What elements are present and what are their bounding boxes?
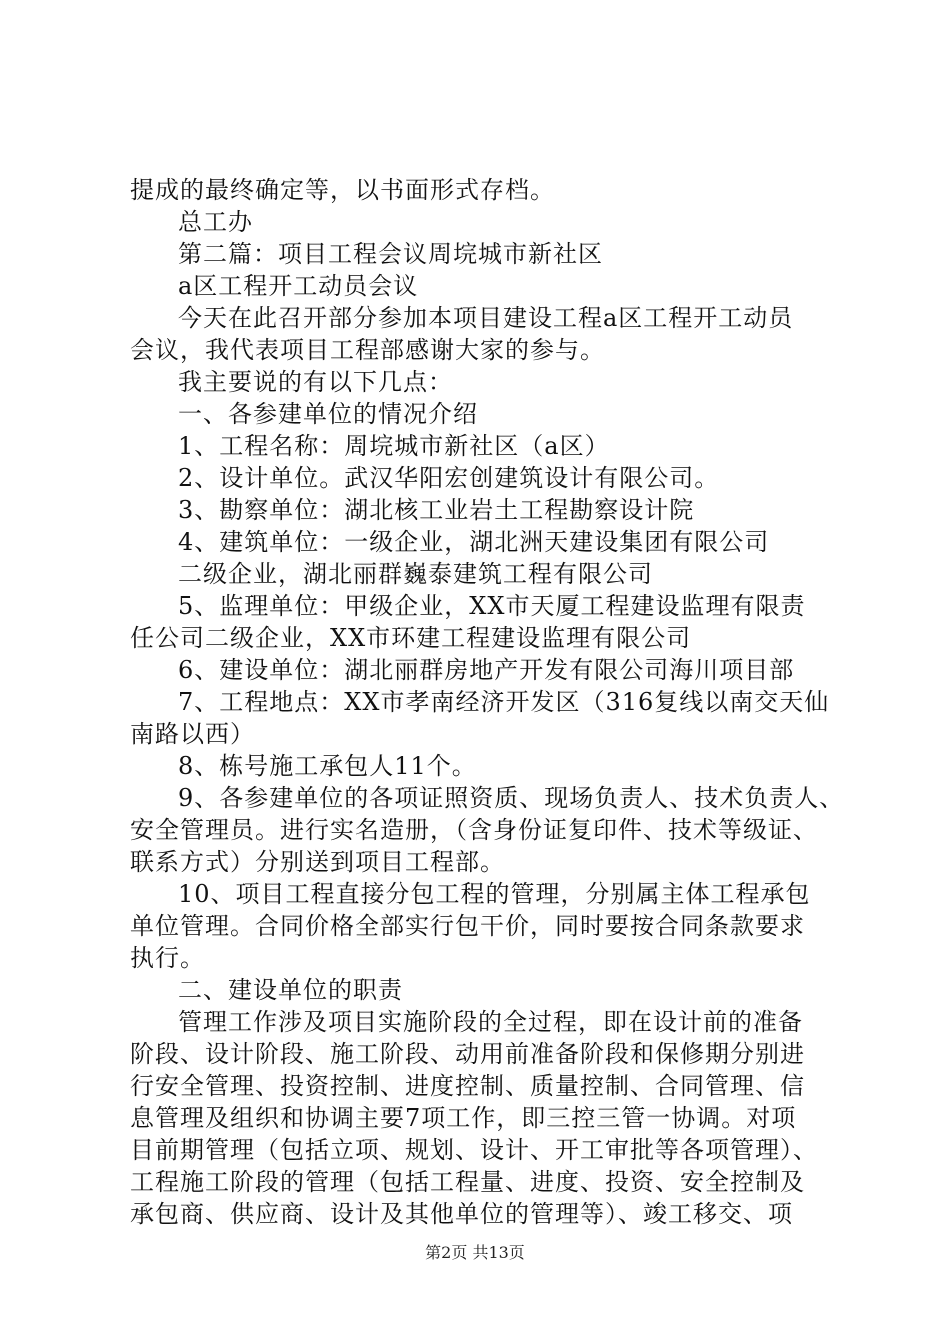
text-line: 息管理及组织和协调主要7项工作，即三控三管一协调。对项 <box>130 1104 797 1132</box>
text-line: 我主要说的有以下几点： <box>178 368 453 396</box>
text-line: 目前期管理（包括立项、规划、设计、开工审批等各项管理）、 <box>130 1136 818 1164</box>
text-line: 2、设计单位。武汉华阳宏创建筑设计有限公司。 <box>178 464 720 492</box>
page-footer: 第2页 共13页 <box>425 1243 525 1262</box>
text-line: 今天在此召开部分参加本项目建设工程a区工程开工动员 <box>178 304 794 332</box>
text-line: 会议，我代表项目工程部感谢大家的参与。 <box>130 336 605 364</box>
text-line: 10、项目工程直接分包工程的管理，分别属主体工程承包 <box>178 880 811 908</box>
text-line: 5、监理单位：甲级企业，XX市天厦工程建设监理有限责 <box>178 592 806 620</box>
text-line: 安全管理员。进行实名造册，（含身份证复印件、技术等级证、 <box>130 816 818 844</box>
text-line: 任公司二级企业，XX市环建工程建设监理有限公司 <box>130 624 692 652</box>
text-line: 第二篇：项目工程会议周垸城市新社区 <box>178 240 603 268</box>
text-line: 3、勘察单位：湖北核工业岩土工程勘察设计院 <box>178 496 695 524</box>
text-line: 行安全管理、投资控制、进度控制、质量控制、合同管理、信 <box>130 1072 805 1100</box>
text-line: 二级企业，湖北丽群巍泰建筑工程有限公司 <box>178 560 653 588</box>
text-line: 8、栋号施工承包人11个。 <box>178 752 477 780</box>
text-line: 9、各参建单位的各项证照资质、现场负责人、技术负责人、 <box>178 784 845 812</box>
text-line: 联系方式）分别送到项目工程部。 <box>130 848 505 876</box>
text-line: 总工办 <box>178 208 253 236</box>
text-line: 一、各参建单位的情况介绍 <box>178 400 478 428</box>
text-line: 提成的最终确定等，以书面形式存档。 <box>130 176 555 204</box>
text-line: 1、工程名称：周垸城市新社区（a区） <box>178 432 610 460</box>
text-line: 管理工作涉及项目实施阶段的全过程，即在设计前的准备 <box>178 1008 803 1036</box>
text-line: 工程施工阶段的管理（包括工程量、进度、投资、安全控制及 <box>130 1168 805 1196</box>
text-line: 7、工程地点：XX市孝南经济开发区（316复线以南交天仙 <box>178 688 830 716</box>
text-line: 4、建筑单位：一级企业，湖北洲天建设集团有限公司 <box>178 528 770 556</box>
text-line: 南路以西） <box>130 720 255 748</box>
text-line: a区工程开工动员会议 <box>178 272 419 300</box>
text-line: 二、建设单位的职责 <box>178 976 403 1004</box>
text-line: 6、建设单位：湖北丽群房地产开发有限公司海川项目部 <box>178 656 795 684</box>
text-line: 阶段、设计阶段、施工阶段、动用前准备阶段和保修期分别进 <box>130 1040 805 1068</box>
text-line: 单位管理。合同价格全部实行包干价，同时要按合同条款要求 <box>130 912 805 940</box>
text-line: 执行。 <box>130 944 205 972</box>
document-body <box>130 174 845 1230</box>
text-line: 承包商、供应商、设计及其他单位的管理等）、竣工移交、项 <box>130 1200 793 1228</box>
